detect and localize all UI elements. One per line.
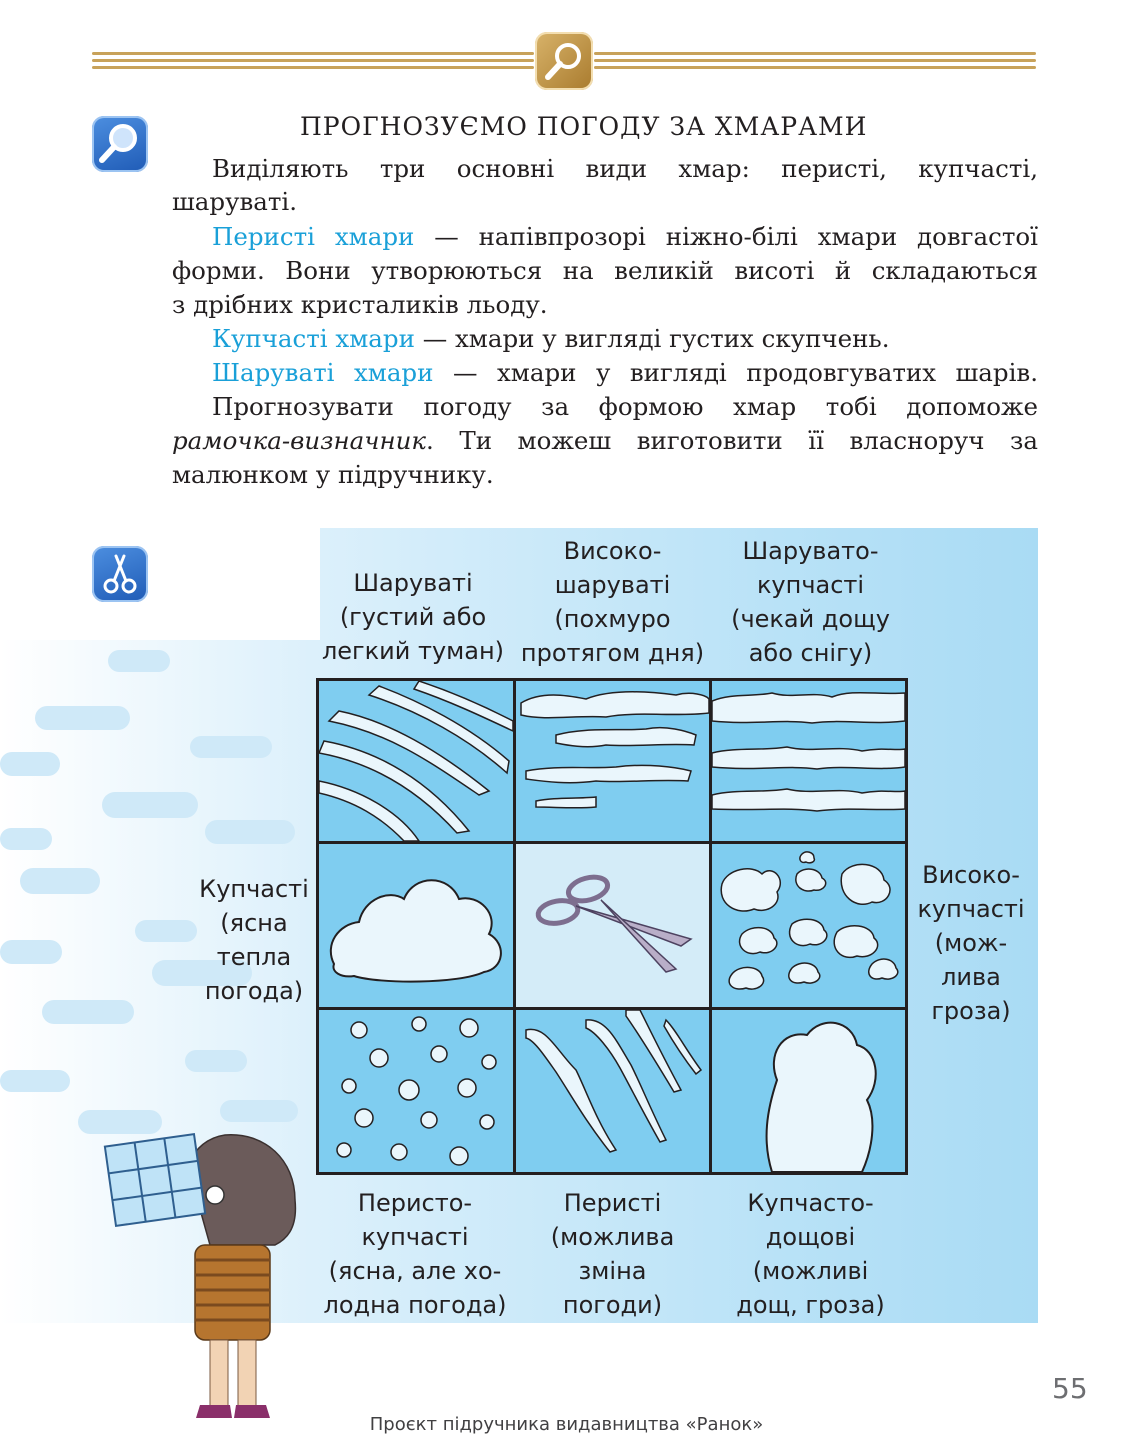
magnifier-badge-icon — [535, 32, 593, 90]
text-line-9-rest: . Ти можеш виготовити її власноруч за — [426, 426, 1038, 455]
cell-cirrocumulus — [319, 1010, 513, 1172]
header-rule-top — [92, 52, 534, 55]
footer-text: Проєкт підручника видавництва «Ранок» — [369, 1414, 764, 1435]
cloud-3 — [190, 736, 272, 758]
cell-scissors — [516, 844, 709, 1007]
cell-altocumulus — [712, 844, 905, 1007]
label-altostratus — [515, 534, 710, 670]
label-cumulus-l4: погода) — [204, 977, 304, 1005]
label-cirrocumulus-l1: Перисто- — [357, 1189, 473, 1217]
label-altostratus-l3: (похмуро — [554, 605, 671, 633]
label-stratus-l3: легкий туман) — [321, 637, 505, 665]
label-altostratus-l1: Високо- — [563, 537, 662, 565]
label-cumulonimbus-l1: Купчасто- — [747, 1189, 874, 1217]
label-cumulonimbus — [713, 1186, 908, 1322]
label-stratocumulus — [713, 534, 908, 670]
label-stratus — [318, 566, 508, 668]
label-cirrocumulus-l2: купчасті — [361, 1223, 469, 1251]
label-cirrus-l4: погоди) — [562, 1291, 663, 1319]
text-line-3 — [172, 220, 1038, 254]
label-cirrus-l2: (можлива — [550, 1223, 675, 1251]
text-line-9 — [172, 424, 1038, 458]
cloud-6 — [0, 828, 52, 850]
magnifier-icon — [92, 116, 148, 172]
header-rule-bot-r — [594, 66, 1036, 69]
header-rule-top-r — [594, 52, 1036, 55]
label-altostratus-l2: шаруваті — [554, 571, 671, 599]
sky-white-corner — [0, 528, 320, 640]
label-stratus-l1: Шаруваті — [353, 569, 473, 597]
cloud-8 — [20, 868, 100, 894]
label-stratocumulus-l3: (чекай дощу — [731, 605, 890, 633]
cell-cirrus — [516, 1010, 709, 1172]
text-line-3-rest: — напівпрозорі ніжно-білі хмари довгастої — [414, 222, 1038, 251]
text-line-2: шаруваті. — [172, 187, 298, 216]
label-cumulonimbus-l2: дощові — [765, 1223, 856, 1251]
label-cirrocumulus — [315, 1186, 515, 1322]
section-title: ПРОГНОЗУЄМО ПОГОДУ ЗА ХМАРАМИ — [300, 112, 868, 141]
label-cirrus-l1: Перисті — [563, 1189, 662, 1217]
text-line-8: Прогнозувати погоду за формою хмар тобі допоможе — [212, 392, 1038, 421]
label-stratocumulus-l1: Шарувато- — [742, 537, 879, 565]
text-line-7-rest: — хмари у вигляді продовгуватих шарів. — [433, 358, 1039, 387]
label-altocumulus-l1: Високо- — [922, 861, 1020, 889]
cell-cumulonimbus — [712, 1010, 905, 1172]
label-cirrus-l3: зміна — [578, 1257, 647, 1285]
label-cumulonimbus-l3: (можливі — [752, 1257, 869, 1285]
cell-stratocumulus — [712, 681, 905, 841]
text-line-1: Виділяють три основні види хмар: перисті, купчасті, — [212, 154, 1038, 183]
label-cumulus-l2: (ясна — [220, 909, 288, 937]
term-stratus: Шаруваті хмари — [212, 358, 434, 387]
cloud-5 — [102, 792, 198, 818]
label-altocumulus-l5: гроза) — [931, 997, 1011, 1025]
label-altocumulus — [910, 858, 1032, 1028]
label-cirrus — [515, 1186, 710, 1322]
cloud-14 — [0, 1070, 70, 1092]
term-frame: рамочка-визначник — [172, 426, 427, 455]
cloud-frame-grid — [316, 678, 908, 1175]
text-line-10: малюнком у підручнику. — [172, 460, 494, 489]
text-line-4: форми. Вони утворюються на великій висоті й складаються — [172, 256, 1038, 285]
cloud-12 — [42, 1000, 134, 1024]
cloud-13 — [185, 1050, 247, 1072]
text-line-7 — [172, 356, 1038, 390]
header-rule-mid — [92, 59, 534, 62]
cloud-9 — [135, 920, 197, 942]
cloud-2 — [35, 706, 130, 730]
scissors-icon — [92, 546, 148, 602]
text-line-6 — [212, 322, 1078, 356]
label-cumulus — [196, 872, 312, 1008]
cloud-10 — [0, 940, 62, 964]
cell-altostratus — [516, 681, 709, 841]
cloud-7 — [205, 820, 295, 844]
cloud-4 — [0, 752, 60, 776]
label-stratocumulus-l2: купчасті — [756, 571, 865, 599]
label-altocumulus-l4: лива — [941, 963, 1001, 991]
label-altocumulus-l2: купчасті — [917, 895, 1025, 923]
label-altostratus-l4: протягом дня) — [520, 639, 705, 667]
label-cumulonimbus-l4: дощ, гроза) — [736, 1291, 885, 1319]
header-rule-mid-r — [594, 59, 1036, 62]
label-cumulus-l1: Купчасті — [199, 875, 309, 903]
label-stratus-l2: (густий або — [339, 603, 487, 631]
term-cumulus: Купчасті хмари — [212, 324, 415, 353]
label-stratocumulus-l4: або снігу) — [748, 639, 873, 667]
label-cumulus-l3: тепла — [216, 943, 292, 971]
text-line-6-rest: — хмари у вигляді густих скупчень. — [414, 324, 890, 353]
label-altocumulus-l3: (мож- — [934, 929, 1008, 957]
label-cirrocumulus-l3: (ясна, але хо- — [328, 1257, 502, 1285]
term-cirrus: Перисті хмари — [212, 222, 415, 251]
page-number: 55 — [1052, 1372, 1088, 1405]
header-rule-bot — [92, 66, 534, 69]
text-line-5: з дрібних кристаликів льоду. — [172, 290, 548, 319]
cloud-16 — [220, 1100, 298, 1122]
label-cirrocumulus-l4: лодна погода) — [323, 1291, 507, 1319]
girl-illustration — [100, 1120, 310, 1420]
cell-cumulus — [319, 844, 513, 1007]
cell-stratus — [319, 681, 513, 841]
cloud-1 — [108, 650, 170, 672]
